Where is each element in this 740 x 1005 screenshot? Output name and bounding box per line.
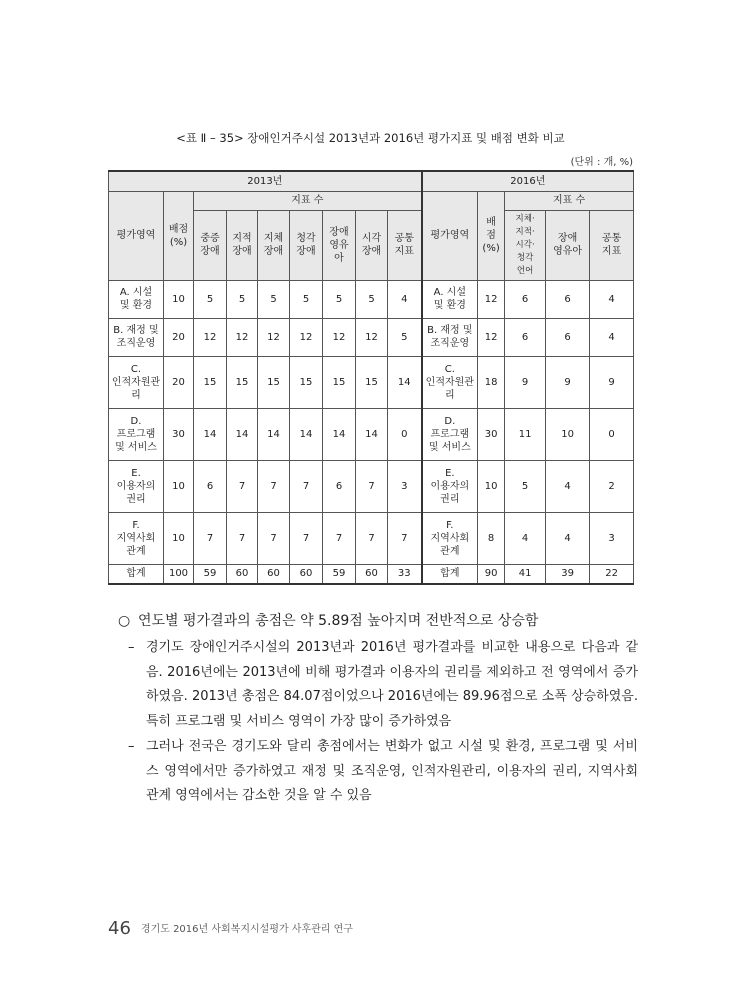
dash-item-2 [128,735,638,809]
value-cell: 7 [356,512,388,564]
area-cell: 합계 [109,564,164,584]
score-cell: 12 [478,318,505,356]
summary-bullet [118,610,638,630]
value-cell: 7 [194,512,227,564]
value-cell: 5 [194,280,227,318]
sub-header: 장애 영유아 [546,210,590,280]
score-cell: 10 [478,460,505,512]
value-cell: 14 [388,356,422,408]
value-cell: 60 [227,564,258,584]
value-cell: 9 [505,356,546,408]
value-cell: 15 [227,356,258,408]
value-cell: 15 [356,356,388,408]
score-cell: 90 [478,564,505,584]
value-cell: 5 [290,280,323,318]
value-cell: 7 [227,512,258,564]
area-cell: F. 지역사회 관계 [109,512,164,564]
value-cell: 14 [323,408,356,460]
score-cell: 12 [478,280,505,318]
value-cell: 9 [546,356,590,408]
area-cell: B. 재정 및 조직운영 [109,318,164,356]
score-cell: 10 [164,280,194,318]
year-2013-header: 2013년 [109,171,422,191]
score-header-2013: 배점 (%) [164,191,194,280]
page-footer [108,918,353,939]
value-cell: 12 [356,318,388,356]
area-cell: A. 시설 및 환경 [109,280,164,318]
sub-header: 지적 장애 [227,210,258,280]
score-cell: 20 [164,356,194,408]
value-cell: 6 [546,280,590,318]
table-row [109,512,634,564]
score-cell: 18 [478,356,505,408]
value-cell: 5 [356,280,388,318]
dash-text-2: 그러나 전국은 경기도와 달리 총점에서는 변화가 없고 시설 및 환경, 프로그램 및 서비스 영역에서만 증가하였고 재정 및 조직운영, 인적자원관리, 이용자의 권리, 지역사회 관계 영역에서는 감소한 것을 알 수 있음 [146,739,638,803]
value-cell: 7 [290,460,323,512]
table-row [109,280,634,318]
table-row [109,460,634,512]
value-cell: 15 [323,356,356,408]
dash-text-1: 경기도 장애인거주시설의 2013년과 2016년 평가결과를 비교한 내용으로 다음과 같음. 2016년에는 2013년에 비해 평가결과 이용자의 권리를 제외하고 전 영역에서 증가하였음. 2013년 총점은 84.07점이었으나 2016년에는 89.96점으로 소폭 상승하였음. 특히 프로그램 및 서비스 영역이 가장 많이 증가하였음 [146,640,638,729]
sub-header: 지체· 지적· 시각· 청각 언어 [505,210,546,280]
score-cell: 10 [164,460,194,512]
table-row [109,408,634,460]
area-cell: E. 이용자의 권리 [422,460,478,512]
value-cell: 4 [505,512,546,564]
value-cell: 12 [258,318,290,356]
value-cell: 9 [590,356,634,408]
area-cell: C. 인적자원관 리 [109,356,164,408]
area-cell: D. 프로그램 및 서비스 [109,408,164,460]
unit-label: (단위 : 개, %) [570,157,633,168]
sub-header: 지체 장애 [258,210,290,280]
value-cell: 15 [194,356,227,408]
value-cell: 4 [388,280,422,318]
comparison-table [108,170,634,585]
value-cell: 60 [356,564,388,584]
value-cell: 14 [194,408,227,460]
table-caption: <표 Ⅱ – 35> 장애인거주시설 2013년과 2016년 평가지표 및 배점 변화 비교 [176,131,565,145]
value-cell: 7 [258,512,290,564]
value-cell: 5 [258,280,290,318]
score-cell: 10 [164,512,194,564]
bullet-text: 연도별 평가결과의 총점은 약 5.89점 높아지며 전반적으로 상승함 [138,613,539,629]
value-cell: 60 [290,564,323,584]
value-cell: 59 [323,564,356,584]
value-cell: 6 [546,318,590,356]
value-cell: 4 [590,280,634,318]
sub-header: 청각 장애 [290,210,323,280]
sub-header: 중증 장애 [194,210,227,280]
value-cell: 22 [590,564,634,584]
area-cell: D. 프로그램 및 서비스 [422,408,478,460]
value-cell: 10 [546,408,590,460]
value-cell: 5 [323,280,356,318]
table-row [109,356,634,408]
dash-item-1 [128,636,638,734]
value-cell: 12 [323,318,356,356]
value-cell: 7 [388,512,422,564]
value-cell: 33 [388,564,422,584]
value-cell: 3 [590,512,634,564]
area-cell: F. 지역사회 관계 [422,512,478,564]
value-cell: 11 [505,408,546,460]
score-cell: 100 [164,564,194,584]
score-cell: 20 [164,318,194,356]
area-cell: B. 재정 및 조직운영 [422,318,478,356]
value-cell: 0 [590,408,634,460]
value-cell: 4 [546,460,590,512]
value-cell: 7 [258,460,290,512]
value-cell: 12 [194,318,227,356]
value-cell: 59 [194,564,227,584]
value-cell: 0 [388,408,422,460]
footer-text: 경기도 2016년 사회복지시설평가 사후관리 연구 [140,924,353,935]
table-row [109,318,634,356]
area-cell: C. 인적자원관 리 [422,356,478,408]
page-number: 46 [108,918,131,939]
value-cell: 2 [590,460,634,512]
circle-bullet-icon: ○ [118,613,131,629]
score-cell: 30 [164,408,194,460]
score-cell: 30 [478,408,505,460]
value-cell: 14 [258,408,290,460]
score-cell: 8 [478,512,505,564]
area-cell: A. 시설 및 환경 [422,280,478,318]
value-cell: 6 [505,318,546,356]
value-cell: 6 [194,460,227,512]
value-cell: 4 [590,318,634,356]
value-cell: 14 [356,408,388,460]
area-cell: 합계 [422,564,478,584]
sub-header: 장애 영유 아 [323,210,356,280]
indicator-header-2016: 지표 수 [505,191,634,210]
year-2016-header: 2016년 [422,171,634,191]
value-cell: 41 [505,564,546,584]
value-cell: 14 [290,408,323,460]
value-cell: 5 [227,280,258,318]
sub-header: 시각 장애 [356,210,388,280]
value-cell: 12 [227,318,258,356]
value-cell: 7 [290,512,323,564]
value-cell: 12 [290,318,323,356]
area-header-2016: 평가영역 [422,191,478,280]
value-cell: 5 [388,318,422,356]
value-cell: 3 [388,460,422,512]
value-cell: 7 [356,460,388,512]
value-cell: 15 [290,356,323,408]
sub-header: 공통 지표 [590,210,634,280]
value-cell: 6 [505,280,546,318]
value-cell: 15 [258,356,290,408]
value-cell: 39 [546,564,590,584]
score-header-2016: 배 점 (%) [478,191,505,280]
area-cell: E. 이용자의 권리 [109,460,164,512]
dash-icon: – [128,739,135,754]
indicator-header-2013: 지표 수 [194,191,422,210]
area-header-2013: 평가영역 [109,191,164,280]
value-cell: 6 [323,460,356,512]
sub-header: 공통 지표 [388,210,422,280]
value-cell: 7 [323,512,356,564]
value-cell: 7 [227,460,258,512]
value-cell: 14 [227,408,258,460]
dash-icon: – [128,640,135,655]
value-cell: 60 [258,564,290,584]
value-cell: 4 [546,512,590,564]
value-cell: 5 [505,460,546,512]
table-row [109,564,634,584]
